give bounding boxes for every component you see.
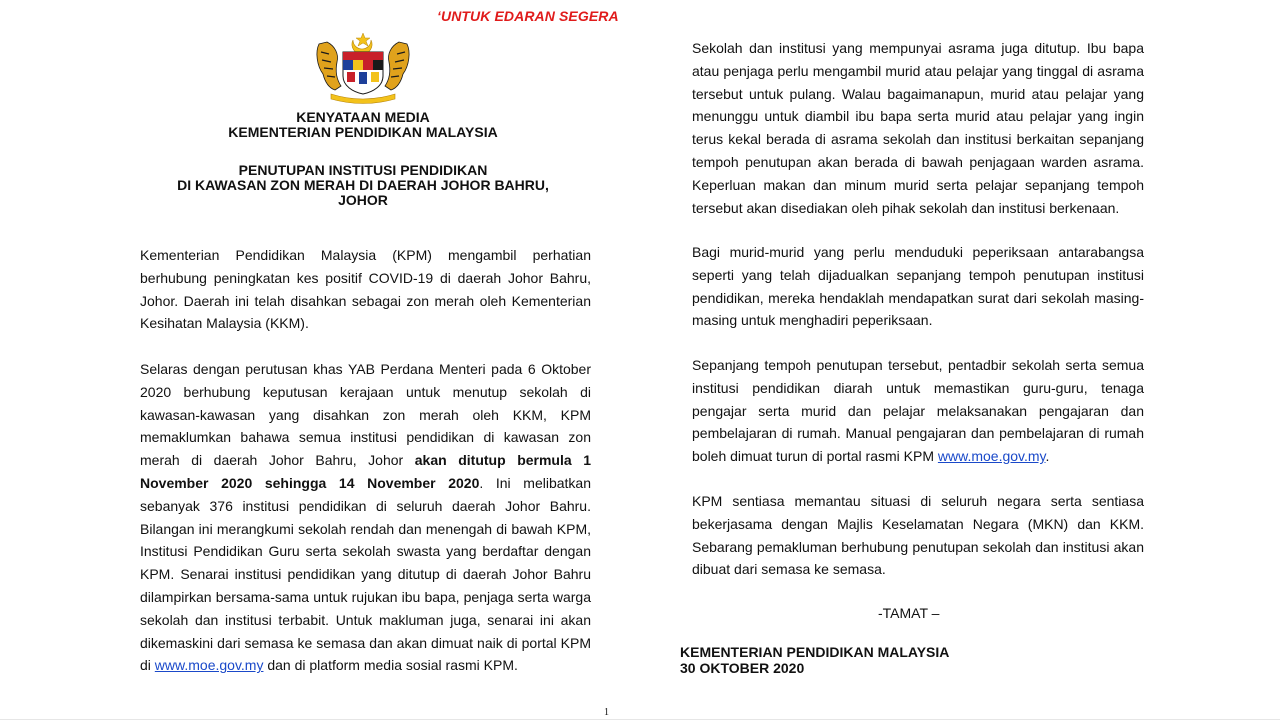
signoff-date: 30 OKTOBER 2020 [680, 660, 805, 676]
paragraph-text: Sepanjang tempoh penutupan tersebut, pentadbir sekolah serta semua institusi pendidikan diarah untuk memastikan guru-guru, tenaga pengajar serta murid dan pelajar melaksanakan pengajaran dan pembelajaran di rumah. Manual pengajaran dan pembelajaran di rumah boleh dimuat turun di portal rasmi KPM [692, 357, 1144, 465]
signoff-ministry: KEMENTERIAN PENDIDIKAN MALAYSIA [680, 644, 950, 660]
paragraph-text: dan di platform media sosial rasmi KPM. [263, 657, 518, 674]
page-number: 1 [604, 707, 609, 718]
closure-dates-bold: akan ditutup bermula 1 November 2020 sehingga 14 November 2020 [140, 452, 591, 491]
paragraph-text: . [1045, 448, 1050, 465]
urgent-release-label: ‘UNTUK EDARAN SEGERA [437, 8, 619, 24]
title-line-1: KENYATAAN MEDIA [296, 109, 430, 125]
subject-line-2: DI KAWASAN ZON MERAH DI DAERAH JOHOR BAHRU, [177, 177, 549, 193]
title-line-2: KEMENTERIAN PENDIDIKAN MALAYSIA [228, 124, 498, 140]
subject-line-3: JOHOR [338, 192, 388, 208]
subject-line-1: PENUTUPAN INSTITUSI PENDIDIKAN [238, 162, 488, 178]
moe-portal-link[interactable]: www.moe.gov.my [937, 448, 1046, 465]
coat-of-arms-icon [311, 32, 415, 104]
moe-portal-link[interactable]: www.moe.gov.my [154, 657, 264, 674]
right-paragraph-4: KPM sentiasa memantau situasi di seluruh negara serta sentiasa bekerjasama dengan Majlis Keselamatan Negara (MKN) dan KKM. Sebarang pemakluman berhubung penutupan sekolah dan institusi akan dibuat dari semasa ke semasa. [692, 493, 1144, 578]
right-paragraph-1: Sekolah dan institusi yang mempunyai asrama juga ditutup. Ibu bapa atau penjaga perlu mengambil murid atau pelajar yang tinggal di asrama tersebut untuk pulang. Walau bagaimanapun, murid atau pelajar yang menunggu untuk diambil ibu bapa serta murid atau pelajar yang ingin terus kekal berada di asrama sekolah dan institusi berkaitan sepanjang tempoh penutupan akan berada di bawah penjagaan warden asrama. Keperluan makan dan minum murid serta pelajar sepanjang tempoh tersebut akan disediakan oleh pihak sekolah dan institusi berkenaan. [692, 40, 1144, 216]
left-paragraph-1: Kementerian Pendidikan Malaysia (KPM) mengambil perhatian berhubung peningkatan kes positif COVID-19 di daerah Johor Bahru, Johor. Daerah ini telah disahkan sebagai zon merah oleh Kementerian Kesihatan Malaysia (KKM). [140, 247, 591, 332]
paragraph-text: Selaras dengan perutusan khas YAB Perdana Menteri pada 6 Oktober 2020 berhubung keputusan kerajaan untuk menutup sekolah di kawasan-kawasan yang disahkan zon merah oleh KKM, KPM memaklumkan bahawa semua institusi pendidikan di kawasan zon merah di daerah Johor Bahru, Johor [140, 361, 591, 469]
media-statement-title [140, 110, 586, 140]
end-marker: -TAMAT – [878, 605, 940, 621]
right-paragraph-3 [692, 354, 1144, 468]
left-paragraph-2 [140, 358, 591, 677]
paragraph-text: . Ini melibatkan sebanyak 376 institusi pendidikan di seluruh daerah Johor Bahru. Bilangan ini merangkumi sekolah rendah dan menengah di bawah KPM, Institusi Pendidikan Guru serta sekolah swasta yang berdaftar dengan KPM. Senarai institusi pendidikan yang ditutup di daerah Johor Bahru dilampirkan bersama-sama untuk rujukan ibu bapa, penjaga serta warga sekolah dan institusi terbabit. Untuk makluman juga, senarai ini akan dikemaskini dari semasa ke semasa dan akan dimuat naik di portal KPM di [140, 474, 591, 674]
signoff-block [680, 644, 949, 676]
right-paragraph-2: Bagi murid-murid yang perlu menduduki peperiksaan antarabangsa seperti yang telah dijadualkan sepanjang tempoh penutupan institusi pendidikan, mereka hendaklah mendapatkan surat dari sekolah masing-masing untuk menghadiri peperiksaan. [692, 244, 1144, 329]
subject-heading [140, 163, 586, 208]
